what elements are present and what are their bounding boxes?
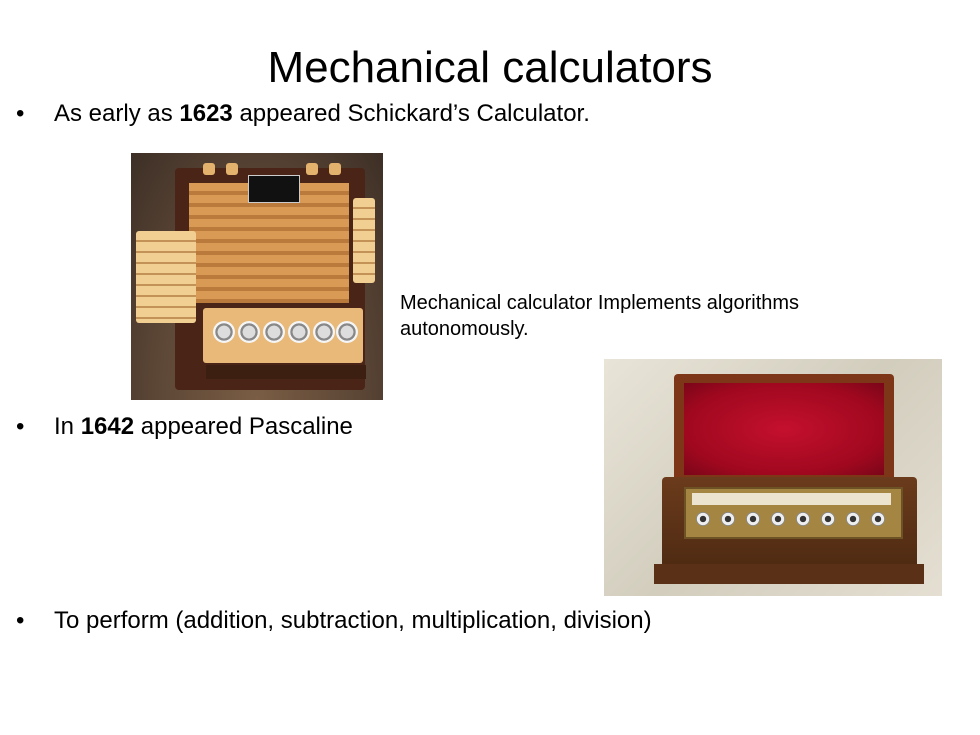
pascaline-image <box>604 359 942 596</box>
bullet-operations <box>16 606 652 636</box>
image-plaque <box>248 175 300 203</box>
image-knob <box>203 163 215 175</box>
image-wheel <box>746 512 760 526</box>
image-dial <box>288 321 310 343</box>
image-wheel <box>796 512 810 526</box>
image-knob <box>329 163 341 175</box>
bullet-marker: • <box>16 607 25 634</box>
image-lid-lining <box>684 383 884 475</box>
bullet-marker: • <box>16 413 25 440</box>
image-tabs-left <box>136 231 196 323</box>
image-wheel <box>696 512 710 526</box>
bullet-text-prefix: To perform (addition, subtraction, multiplication, division) <box>54 607 652 634</box>
slide-title: Mechanical calculators <box>267 43 713 92</box>
bullet-marker: • <box>16 100 25 127</box>
image-wheel <box>771 512 785 526</box>
image-caption: Mechanical calculator Implements algorithms autonomously. <box>400 292 800 340</box>
image-wheel <box>871 512 885 526</box>
image-label-strip <box>692 493 891 505</box>
image-dial <box>263 321 285 343</box>
bullet-text-suffix: appeared Schickard’s Calculator. <box>232 100 590 127</box>
bullet-text-suffix: appeared Pascaline <box>134 413 353 440</box>
bullet-text-prefix: In <box>54 413 81 440</box>
image-tabs-right <box>353 198 375 283</box>
bullet-text-prefix: As early as <box>54 100 180 127</box>
image-dial <box>313 321 335 343</box>
image-wheel <box>821 512 835 526</box>
image-wheel <box>846 512 860 526</box>
schickard-calculator-image <box>131 153 383 400</box>
bullet-schickard <box>16 99 590 129</box>
image-knob <box>226 163 238 175</box>
image-dial <box>336 321 358 343</box>
bullet-year: 1623 <box>179 100 233 127</box>
image-foot <box>206 365 366 379</box>
image-dial <box>238 321 260 343</box>
image-wheel <box>721 512 735 526</box>
bullet-year: 1642 <box>80 413 135 440</box>
image-knob <box>306 163 318 175</box>
image-dial <box>213 321 235 343</box>
image-base <box>654 564 924 584</box>
bullet-pascaline <box>16 412 353 442</box>
